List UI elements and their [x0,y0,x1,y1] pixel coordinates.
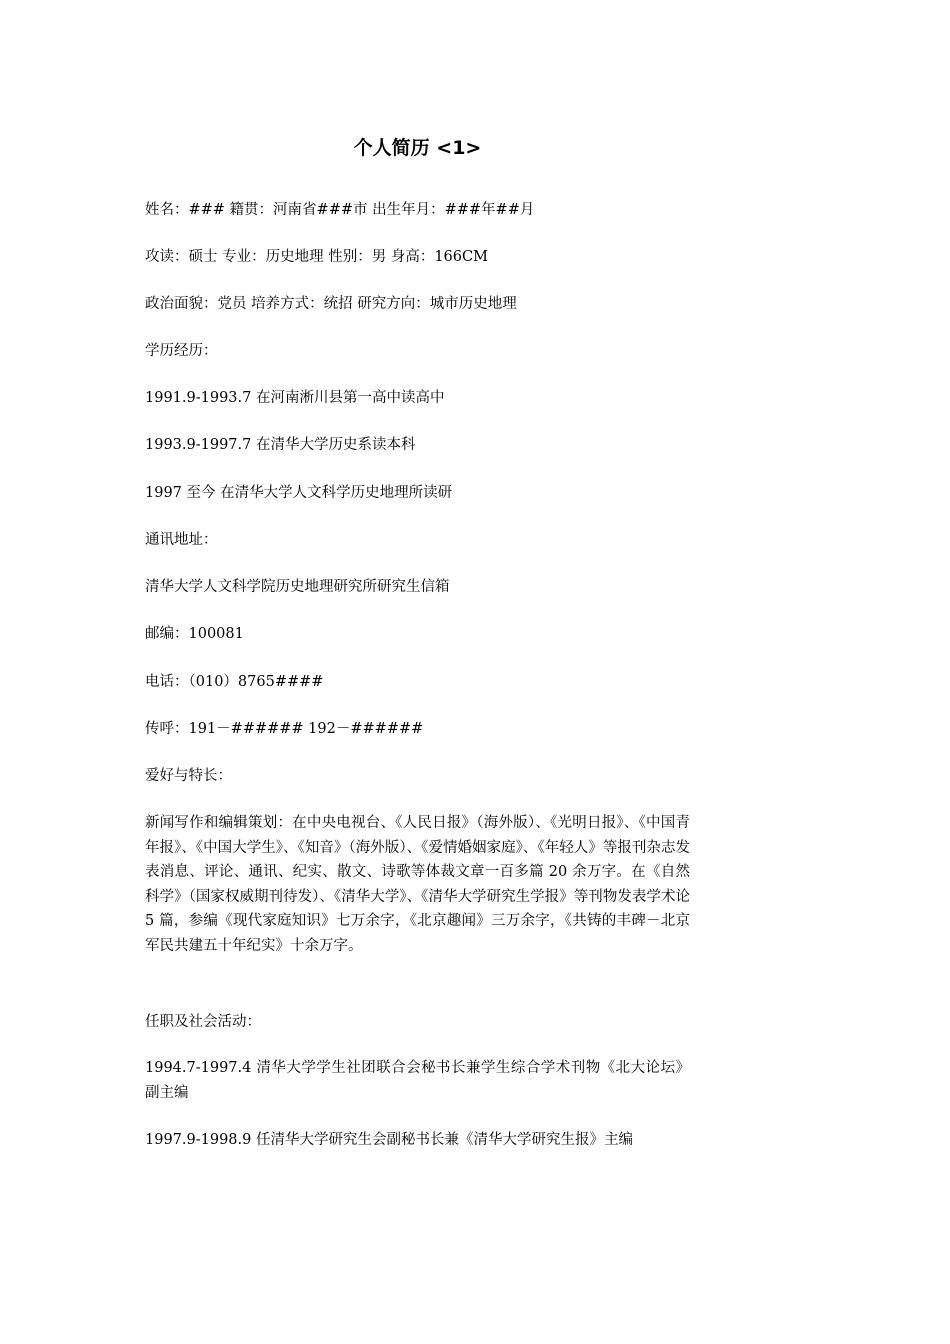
activity-item-2: 1997.9-1998.9 任清华大学研究生会副秘书长兼《清华大学研究生报》主编 [145,1132,633,1148]
document-title: 个人简历 <1> [353,137,482,159]
education-item-2: 1993.9-1997.7 在清华大学历史系读本科 [145,437,416,453]
activities-heading: 任职及社会活动： [145,1014,261,1030]
postcode-line: 邮编：100081 [145,626,244,642]
hobbies-paragraph: 新闻写作和编辑策划：在中央电视台、《人民日报》（海外版）、《光明日报》、《中国青年报》、《中国大学生》、《知音》（海外版）、《爱情婚姻家庭》、《年轻人》等报刊杂志发表消息、评论、通讯、纪实、散文、诗歌等体裁文章一百多篇 20 余万字。在《自然科学》（国家权威期刊待发）、《清华大学》、《清华大学研究生学报》等刊物发表学术论 5 篇，参编《现代家庭知识》七万余字，《北京趣闻》三万余字，《共铸的丰碑－北京军民共建五十年纪实》十余万字。 [145,815,690,954]
education-heading: 学历经历： [145,343,218,359]
address-heading: 通讯地址： [145,532,218,548]
basic-info-line-3: 政治面貌：党员 培养方式：统招 研究方向：城市历史地理 [145,296,517,312]
activity-item-1: 1994.7-1997.4 清华大学学生社团联合会秘书长兼学生综合学术刊物《北大论坛》副主编 [145,1060,690,1101]
pager-line: 传呼：191－###### 192－###### [145,721,424,737]
phone-line: 电话：（010）8765#### [145,674,324,690]
basic-info-line-2: 攻读：硕士 专业：历史地理 性别：男 身高：166CM [145,249,488,265]
basic-info-line-1: 姓名：### 籍贯：河南省###市 出生年月：###年##月 [145,202,535,218]
address-value: 清华大学人文科学院历史地理研究所研究生信箱 [145,579,450,595]
hobbies-heading: 爱好与特长： [145,768,232,784]
education-item-3: 1997 至今 在清华大学人文科学历史地理所读研 [145,485,453,501]
education-item-1: 1991.9-1993.7 在河南淅川县第一高中读高中 [145,390,445,406]
